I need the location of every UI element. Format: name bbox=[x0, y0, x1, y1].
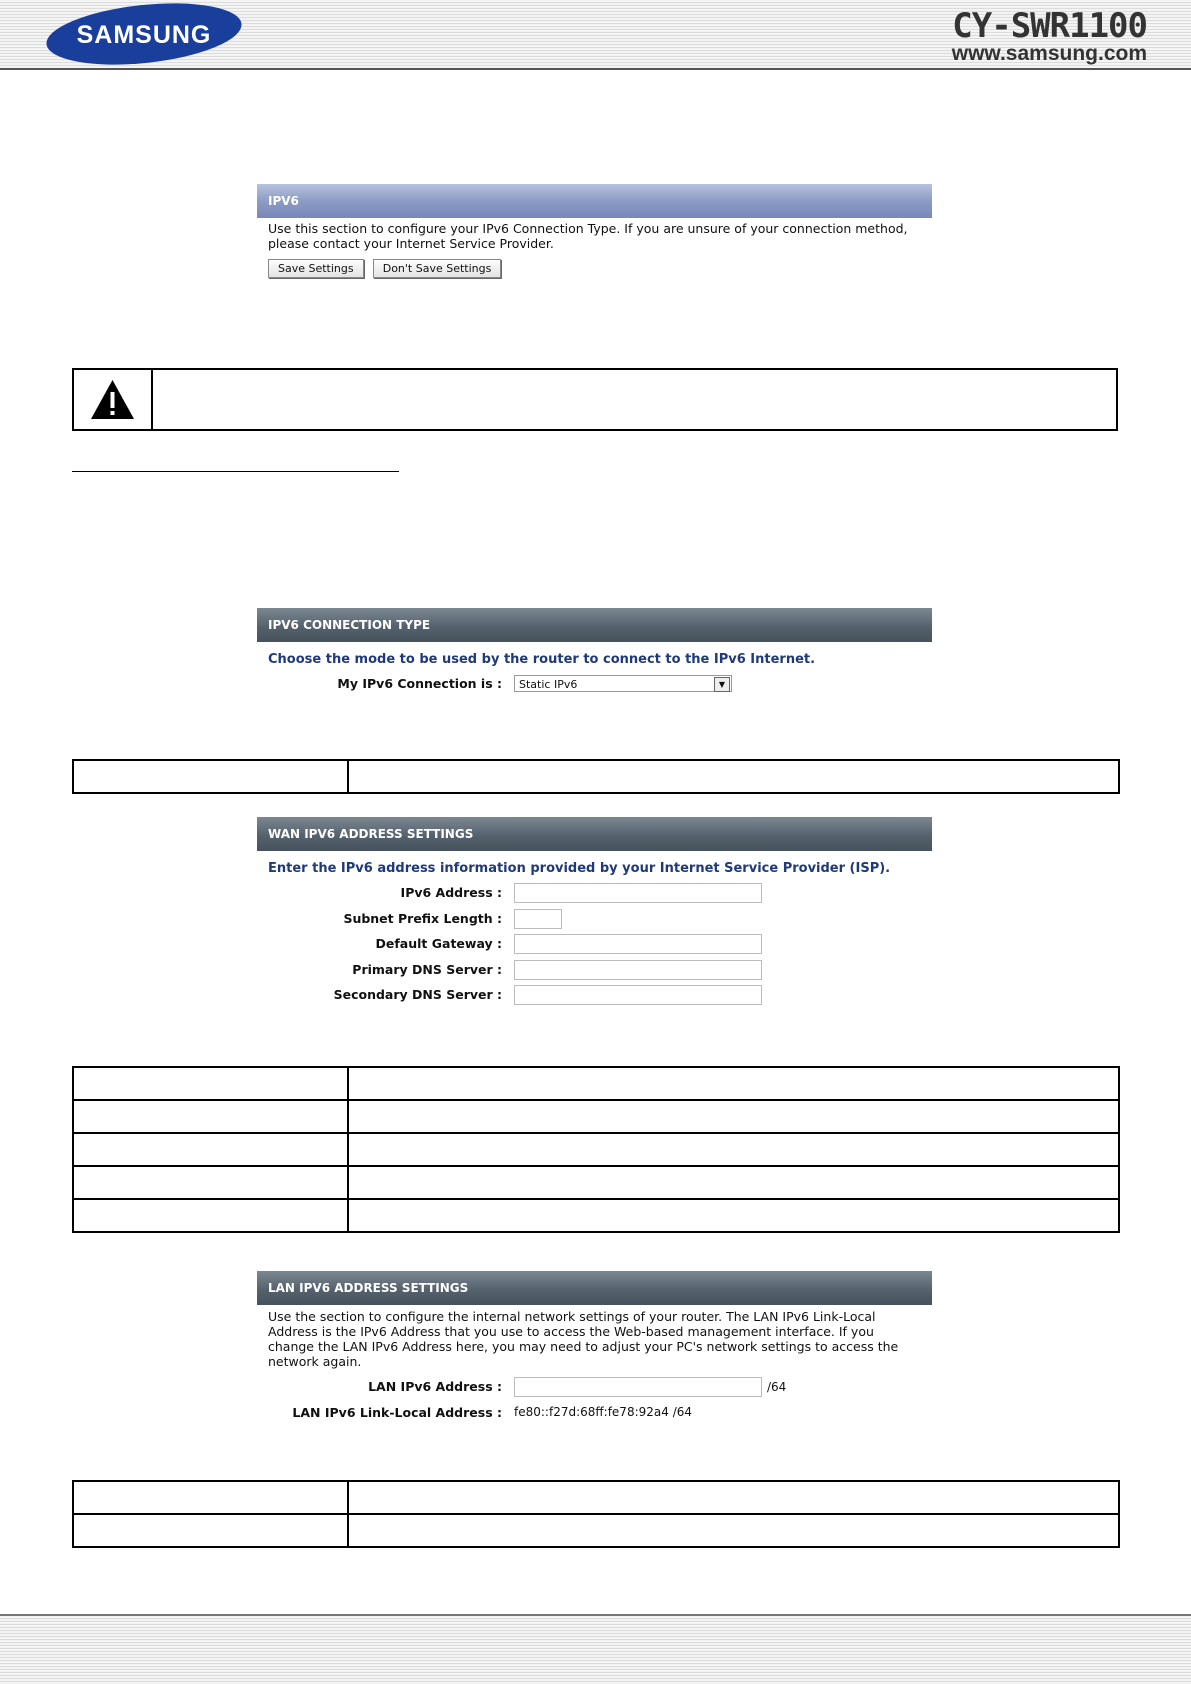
panel-title: IPV6 bbox=[257, 184, 932, 218]
section-heading-underline bbox=[72, 471, 399, 472]
panel-title: LAN IPV6 ADDRESS SETTINGS bbox=[257, 1271, 932, 1305]
panel-description: Enter the IPv6 address information provided by your Internet Service Provider (ISP). bbox=[268, 861, 891, 876]
ipv6-address-row bbox=[257, 881, 932, 907]
panel-description: Use the section to configure the internal network settings of your router. The LAN IPv6 Link-Local Address is the IPv6 Address that you use to access the Web-based management interface. If you change the LAN IPv6 Address here, you may need to adjust your PC's network settings to access the network again. bbox=[268, 1309, 899, 1369]
secondary-dns-input[interactable] bbox=[514, 985, 762, 1005]
wan-ipv6-panel bbox=[257, 817, 932, 1017]
selected-value: Static IPv6 bbox=[519, 678, 578, 691]
svg-text:SAMSUNG: SAMSUNG bbox=[76, 21, 212, 49]
secondary-dns-label: Secondary DNS Server : bbox=[333, 987, 502, 1002]
table-row bbox=[73, 1514, 1119, 1547]
header-divider bbox=[0, 68, 1191, 70]
dont-save-settings-button[interactable]: Don't Save Settings bbox=[373, 259, 502, 278]
save-settings-button[interactable]: Save Settings bbox=[268, 259, 364, 278]
table-row bbox=[73, 1067, 1119, 1100]
secondary-dns-row bbox=[257, 983, 932, 1009]
panel-description: Use this section to configure your IPv6 Connection Type. If you are unsure of your connection method, please contact your Internet Service Provider. bbox=[268, 221, 908, 251]
table-row bbox=[73, 1100, 1119, 1133]
lan-ipv6-address-input[interactable] bbox=[514, 1377, 762, 1397]
link-local-label: LAN IPv6 Link-Local Address : bbox=[292, 1404, 502, 1420]
panel-description: Choose the mode to be used by the router to connect to the IPv6 Internet. bbox=[268, 652, 816, 667]
ipv6-address-input[interactable] bbox=[514, 883, 762, 903]
default-gateway-row bbox=[257, 932, 932, 958]
connection-type-label: My IPv6 Connection is : bbox=[337, 676, 502, 691]
link-local-value: fe80::f27d:68ff:fe78:92a4 /64 bbox=[514, 1404, 693, 1419]
wan-table bbox=[72, 1066, 1120, 1233]
chevron-down-icon[interactable]: ▼ bbox=[714, 677, 730, 692]
lan-ipv6-panel bbox=[257, 1271, 932, 1431]
default-gateway-input[interactable] bbox=[514, 934, 762, 954]
connection-table bbox=[72, 759, 1120, 794]
samsung-logo bbox=[44, 2, 244, 66]
table-row bbox=[73, 1199, 1119, 1232]
table-row bbox=[73, 1133, 1119, 1166]
ipv6-panel bbox=[257, 184, 932, 284]
caution-icon-cell bbox=[74, 370, 153, 429]
primary-dns-row bbox=[257, 958, 932, 984]
link-local-row bbox=[257, 1401, 932, 1427]
primary-dns-label: Primary DNS Server : bbox=[352, 961, 502, 977]
subnet-prefix-label: Subnet Prefix Length : bbox=[343, 910, 502, 926]
lan-ipv6-address-label: LAN IPv6 Address : bbox=[368, 1379, 502, 1394]
warning-icon bbox=[74, 370, 151, 429]
caution-box bbox=[72, 368, 1118, 431]
connection-type-row bbox=[257, 672, 932, 698]
page-footer bbox=[0, 1616, 1191, 1684]
prefix-suffix: /64 bbox=[767, 1380, 787, 1394]
ipv6-connection-type-panel bbox=[257, 608, 932, 708]
lan-ipv6-address-row bbox=[257, 1375, 932, 1401]
table-row bbox=[73, 1481, 1119, 1514]
website-url: www.samsung.com bbox=[951, 42, 1147, 65]
model-name: CY-SWR1100 bbox=[952, 6, 1147, 46]
primary-dns-input[interactable] bbox=[514, 960, 762, 980]
table-row bbox=[73, 760, 1119, 793]
page-header bbox=[0, 0, 1191, 68]
default-gateway-label: Default Gateway : bbox=[375, 936, 502, 951]
connection-type-select[interactable] bbox=[514, 675, 732, 692]
table-row bbox=[73, 1166, 1119, 1199]
panel-title: WAN IPV6 ADDRESS SETTINGS bbox=[257, 817, 932, 851]
lan-table bbox=[72, 1480, 1120, 1548]
subnet-prefix-input[interactable] bbox=[514, 909, 562, 929]
panel-title: IPV6 CONNECTION TYPE bbox=[257, 608, 932, 642]
subnet-prefix-row bbox=[257, 907, 932, 933]
ipv6-address-label: IPv6 Address : bbox=[400, 885, 502, 900]
